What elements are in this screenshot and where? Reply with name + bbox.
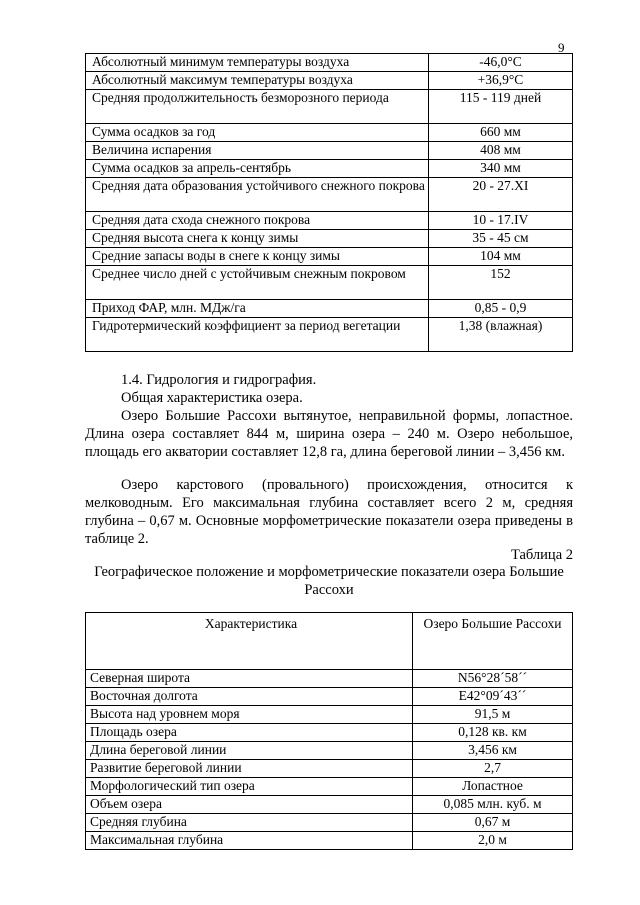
row-label: Среднее число дней с устойчивым снежным покровом <box>86 266 429 300</box>
row-value: 104 мм <box>429 248 573 266</box>
table-row <box>86 796 573 814</box>
section-heading: 1.4. Гидрология и гидрография. <box>121 372 317 388</box>
row-label: Гидротермический коэффициент за период вегетации <box>86 318 429 352</box>
lake-table <box>85 612 573 850</box>
row-label: Объем озера <box>86 796 413 814</box>
row-value: 0,085 млн. куб. м <box>413 796 573 814</box>
table-row <box>86 248 573 266</box>
row-label: Средняя дата образования устойчивого снежного покрова <box>86 178 429 212</box>
row-value: 10 - 17.IV <box>429 212 573 230</box>
row-value: 3,456 км <box>413 742 573 760</box>
row-value: 0,67 м <box>413 814 573 832</box>
table-row <box>86 832 573 850</box>
table-row <box>86 124 573 142</box>
section-subheading: Общая характеристика озера. <box>121 390 303 406</box>
row-value: 2,7 <box>413 760 573 778</box>
row-label: Сумма осадков за апрель-сентябрь <box>86 160 429 178</box>
row-label: Абсолютный минимум температуры воздуха <box>86 54 429 72</box>
header-characteristic: Характеристика <box>86 613 413 670</box>
table-row <box>86 318 573 352</box>
row-label: Морфологический тип озера <box>86 778 413 796</box>
row-value: 408 мм <box>429 142 573 160</box>
paragraph-2: Озеро карстового (провального) происхождения, относится к мелководным. Его максимальная глубина составляет всего 2 м, средняя глубина – 0,67 м. Основные морфометрические показатели озера приведены в таблице 2. <box>85 477 573 547</box>
row-label: Сумма осадков за год <box>86 124 429 142</box>
row-label: Максимальная глубина <box>86 832 413 850</box>
row-value: 152 <box>429 266 573 300</box>
row-label: Высота над уровнем моря <box>86 706 413 724</box>
table-row <box>86 670 573 688</box>
climate-table <box>85 53 573 352</box>
row-label: Величина испарения <box>86 142 429 160</box>
row-label: Приход ФАР, млн. МДж/га <box>86 300 429 318</box>
table-row <box>86 688 573 706</box>
row-label: Развитие береговой линии <box>86 760 413 778</box>
row-value: 340 мм <box>429 160 573 178</box>
row-label: Северная широта <box>86 670 413 688</box>
table-row <box>86 142 573 160</box>
table-row <box>86 160 573 178</box>
row-label: Абсолютный максимум температуры воздуха <box>86 72 429 90</box>
header-lake: Озеро Большие Рассохи <box>413 613 573 670</box>
table-row <box>86 230 573 248</box>
paragraph-1: Озеро Большие Рассохи вытянутое, неправильной формы, лопастное. Длина озера составляет 844 м, ширина озера – 240 м. Озеро небольшое, площадь его акватории составляет 12,8 га, длина береговой линии – 3,456 км. <box>85 408 573 460</box>
table-row <box>86 814 573 832</box>
row-value: N56°28´58´´ <box>413 670 573 688</box>
row-label: Средняя глубина <box>86 814 413 832</box>
page-number: 9 <box>558 40 565 55</box>
row-value: E42°09´43´´ <box>413 688 573 706</box>
table-2-title: Географическое положение и морфометрические показатели озера Большие Рассохи <box>94 564 564 598</box>
table-row <box>86 760 573 778</box>
table-row <box>86 724 573 742</box>
table-row <box>86 54 573 72</box>
table-row <box>86 72 573 90</box>
row-value: 115 - 119 дней <box>429 90 573 124</box>
table-header-row <box>86 613 573 670</box>
table-row <box>86 90 573 124</box>
row-value: +36,9°С <box>429 72 573 90</box>
row-value: 35 - 45 см <box>429 230 573 248</box>
table-row <box>86 266 573 300</box>
table-row <box>86 212 573 230</box>
row-label: Средняя дата схода снежного покрова <box>86 212 429 230</box>
row-label: Средние запасы воды в снеге к концу зимы <box>86 248 429 266</box>
table-row <box>86 706 573 724</box>
table-row <box>86 178 573 212</box>
row-value: 0,128 кв. км <box>413 724 573 742</box>
table-row <box>86 742 573 760</box>
row-value: 20 - 27.XI <box>429 178 573 212</box>
row-value: 660 мм <box>429 124 573 142</box>
row-value: 1,38 (влажная) <box>429 318 573 352</box>
row-label: Восточная долгота <box>86 688 413 706</box>
row-value: 91,5 м <box>413 706 573 724</box>
row-value: Лопастное <box>413 778 573 796</box>
row-label: Длина береговой линии <box>86 742 413 760</box>
table-row <box>86 778 573 796</box>
table-2-label: Таблица 2 <box>510 547 573 563</box>
row-value: 0,85 - 0,9 <box>429 300 573 318</box>
table-row <box>86 300 573 318</box>
row-value: 2,0 м <box>413 832 573 850</box>
row-label: Средняя продолжительность безморозного периода <box>86 90 429 124</box>
row-label: Площадь озера <box>86 724 413 742</box>
row-label: Средняя высота снега к концу зимы <box>86 230 429 248</box>
row-value: -46,0°С <box>429 54 573 72</box>
